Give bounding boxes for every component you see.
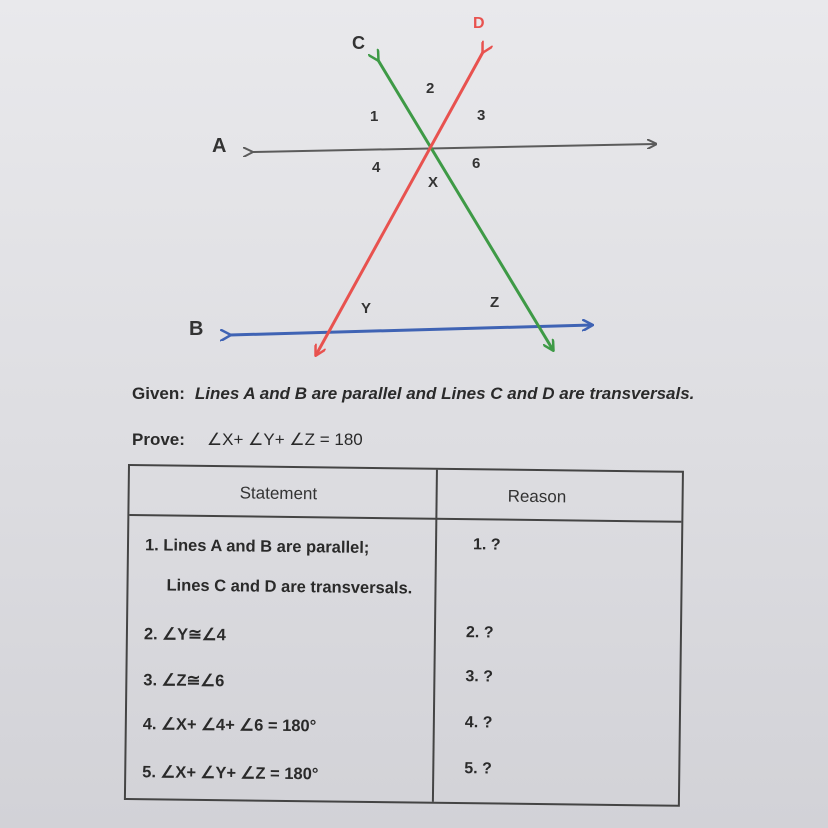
- statement-header: Statement: [239, 483, 318, 504]
- statement-5: 5. ∠X+ ∠Y+ ∠Z = 180°: [142, 763, 319, 784]
- given-label: Given:: [132, 384, 185, 403]
- angle-z-label: Z: [490, 294, 500, 311]
- line-c-label: C: [352, 33, 365, 53]
- line-c: [378, 60, 553, 350]
- reason-1: 1. ?: [472, 536, 501, 554]
- angle-4-label: 4: [372, 159, 381, 176]
- angle-3-label: 3: [477, 107, 486, 124]
- geometry-diagram: [0, 0, 828, 380]
- line-b-label: B: [189, 318, 204, 340]
- reason-4: 4. ?: [464, 714, 493, 732]
- line-a: [252, 144, 656, 152]
- reason-2: 2. ?: [465, 624, 494, 642]
- statement-1: 1. Lines A and B are parallel;: [144, 536, 370, 557]
- angle-1-label: 1: [370, 108, 379, 125]
- given-text: Lines A and B are parallel and Lines C and D are transversals.: [194, 384, 695, 403]
- angle-2-label: 2: [426, 80, 435, 97]
- prove-text: ∠X+ ∠Y+ ∠Z = 180: [206, 430, 363, 449]
- angle-y-label: Y: [361, 300, 372, 317]
- line-a-label: A: [212, 135, 227, 157]
- proof-table: [124, 464, 684, 807]
- prove-label: Prove:: [132, 430, 185, 449]
- header-divider: [129, 514, 681, 523]
- reason-3: 3. ?: [465, 668, 494, 686]
- statement-4: 4. ∠X+ ∠4+ ∠6 = 180°: [142, 715, 317, 736]
- reason-header: Reason: [507, 486, 567, 507]
- angle-x-label: X: [428, 174, 439, 191]
- given-statement: [132, 384, 694, 404]
- angle-6-label: 6: [472, 155, 481, 172]
- statement-2: 2. ∠Y≅∠4: [143, 625, 226, 645]
- prove-statement: [132, 430, 363, 450]
- reason-5: 5. ?: [464, 760, 492, 778]
- statement-1-continued: Lines C and D are transversals.: [166, 576, 413, 598]
- line-d-label: D: [473, 15, 485, 32]
- statement-3: 3. ∠Z≅∠6: [143, 671, 225, 691]
